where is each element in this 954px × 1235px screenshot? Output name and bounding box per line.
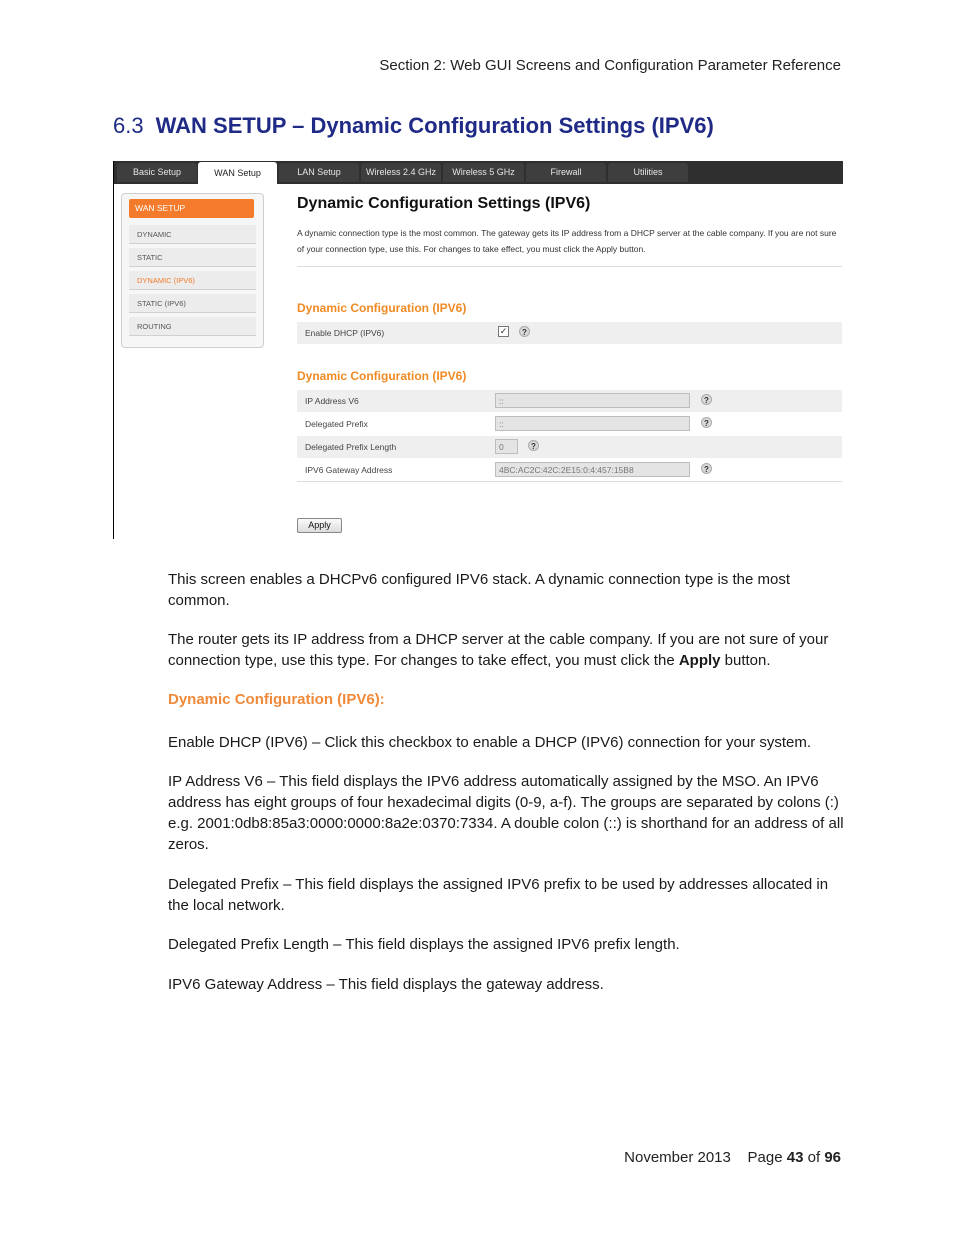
- footer-page-number: 43: [786, 1149, 804, 1166]
- footer-date: November 2013: [624, 1149, 731, 1166]
- body-subheading: Dynamic Configuration (IPV6):: [168, 691, 385, 708]
- help-icon[interactable]: ?: [701, 394, 712, 405]
- ip-address-v6-field[interactable]: ::: [495, 393, 690, 408]
- delegated-prefix-row: [297, 413, 842, 435]
- divider: [297, 481, 842, 482]
- gateway-address-label: IPV6 Gateway Address: [305, 465, 393, 475]
- paragraph-delegated-prefix: Delegated Prefix – This field displays the assigned IPV6 prefix to be used by addresses allocated in the local network.: [168, 876, 829, 914]
- footer-total-pages: 96: [824, 1149, 841, 1166]
- section-heading: WAN SETUP – Dynamic Configuration Settings (IPV6): [155, 113, 714, 138]
- gateway-address-row: [297, 459, 842, 481]
- delegated-prefix-label: Delegated Prefix: [305, 419, 368, 429]
- gui-description: A dynamic connection type is the most common. The gateway gets its IP address from a DHCP server at the cable company. If you are not sure of your connection type, use this. For changes to take effect, you must click the Apply button.: [297, 228, 837, 254]
- tab-basic-setup[interactable]: Basic Setup: [117, 163, 197, 182]
- tab-wan-setup[interactable]: WAN Setup: [198, 162, 277, 184]
- gui-page-title: Dynamic Configuration Settings (IPV6): [297, 195, 591, 212]
- apply-bold: Apply: [678, 652, 721, 669]
- help-icon[interactable]: ?: [701, 417, 712, 428]
- section-number: 6.3: [113, 113, 144, 138]
- delegated-prefix-field[interactable]: ::: [495, 416, 690, 431]
- enable-dhcp-label: Enable DHCP (IPV6): [305, 328, 385, 338]
- ip-address-v6-row: [297, 390, 842, 412]
- tab-lan-setup[interactable]: LAN Setup: [279, 163, 359, 182]
- divider: [297, 266, 842, 267]
- delegated-prefix-length-label: Delegated Prefix Length: [305, 442, 397, 452]
- sidebar-item-static[interactable]: STATIC: [129, 248, 256, 267]
- tab-wireless-5[interactable]: Wireless 5 GHz: [443, 163, 524, 182]
- sidebar-item-routing[interactable]: ROUTING: [129, 317, 256, 336]
- tab-wireless-24[interactable]: Wireless 2.4 GHz: [361, 163, 441, 182]
- apply-button[interactable]: Apply: [297, 518, 342, 533]
- page-footer: [624, 1149, 841, 1166]
- paragraph-router-text: The router gets its IP address from a DHCP server at the cable company. If you are not sure of your connection type, use this type. For changes to take effect, you must click the: [168, 631, 829, 669]
- delegated-prefix-length-field[interactable]: 0: [495, 439, 518, 454]
- footer-page-word: Page: [747, 1149, 783, 1166]
- paragraph-intro: This screen enables a DHCPv6 configured IPV6 stack. A dynamic connection type is the most common.: [168, 571, 790, 609]
- gui-section-heading-1: Dynamic Configuration (IPV6): [297, 301, 467, 315]
- enable-dhcp-checkbox[interactable]: ✓: [499, 326, 508, 336]
- paragraph-router: [168, 629, 844, 671]
- sidebar-item-static-ipv6[interactable]: STATIC (IPV6): [129, 294, 256, 313]
- paragraph-prefix-length: Delegated Prefix Length – This field displays the assigned IPV6 prefix length.: [168, 936, 680, 953]
- ip-address-v6-label: IP Address V6: [305, 396, 359, 406]
- gui-section-heading-2: Dynamic Configuration (IPV6): [297, 369, 467, 383]
- sidebar-item-dynamic-ipv6[interactable]: DYNAMIC (IPV6): [129, 271, 256, 290]
- sidebar: [121, 193, 264, 348]
- section-title: [113, 113, 714, 139]
- tab-bar: [114, 161, 843, 184]
- sidebar-header: WAN SETUP: [129, 199, 254, 218]
- gui-screenshot: [113, 161, 843, 539]
- gateway-address-field[interactable]: 4BC:AC2C:42C:2E15:0:4:457:15B8: [495, 462, 690, 477]
- tab-utilities[interactable]: Utilities: [608, 163, 688, 182]
- running-header: Section 2: Web GUI Screens and Configuration Parameter Reference: [379, 57, 841, 74]
- paragraph-router-end: button.: [720, 652, 771, 669]
- enable-dhcp-row: [297, 322, 842, 344]
- footer-of-word: of: [807, 1149, 821, 1166]
- help-icon[interactable]: ?: [528, 440, 539, 451]
- sidebar-item-dynamic[interactable]: DYNAMIC: [129, 225, 256, 244]
- tab-firewall[interactable]: Firewall: [526, 163, 606, 182]
- paragraph-enable-dhcp: Enable DHCP (IPV6) – Click this checkbox to enable a DHCP (IPV6) connection for your system.: [168, 734, 812, 751]
- paragraph-gateway: IPV6 Gateway Address – This field displays the gateway address.: [168, 976, 604, 993]
- delegated-prefix-length-row: [297, 436, 842, 458]
- help-icon[interactable]: ?: [519, 326, 530, 337]
- help-icon[interactable]: ?: [701, 463, 712, 474]
- paragraph-ip-address: IP Address V6 – This field displays the IPV6 address automatically assigned by the MSO. An IPV6 address has eight groups of four hexadecimal digits (0-9, a-f). The groups are separated by colons (:) e.g. 2001:0db8:85a3:0000:0000:8a2e:0370:7334. A double colon (::) is shorthand for an address of all zeros.: [168, 773, 844, 853]
